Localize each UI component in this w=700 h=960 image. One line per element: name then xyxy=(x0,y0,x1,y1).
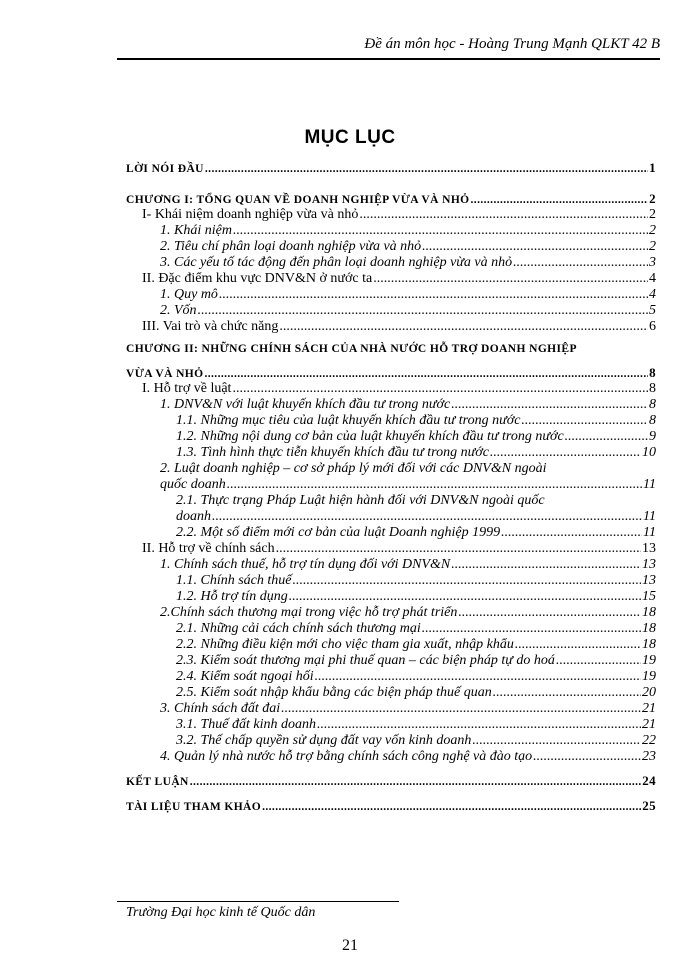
toc-entry[interactable]: 1.1. Chính sách thuế ..... 13 xyxy=(126,573,656,589)
toc-entry[interactable]: 3. Các yếu tố tác động đến phân loại doanh nghiệp vừa và nhỏ ..... 3 xyxy=(126,255,656,271)
toc-entry[interactable]: 3.2. Thế chấp quyền sử dụng đất vay vốn kinh doanh ..... 22 xyxy=(126,733,656,749)
toc-entry-chuong-2-cont[interactable]: VỪA VÀ NHỎ ..... 8 xyxy=(126,365,656,382)
toc-entry[interactable]: quốc doanh ..... 11 xyxy=(126,477,656,493)
toc-entry[interactable]: 2.2. Một số điểm mới cơ bản của luật Doanh nghiệp 1999 ..... 11 xyxy=(126,525,656,541)
toc-entry[interactable]: 2. Vốn ..... 5 xyxy=(126,303,656,319)
page-number: 21 xyxy=(342,937,358,954)
toc-entry[interactable]: 1. Quy mô ..... 4 xyxy=(126,287,656,303)
toc-entry[interactable]: 2.3. Kiểm soát thương mại phi thuế quan – các biện pháp tự do hoá ..... 19 xyxy=(126,653,656,669)
toc-entry[interactable]: 2. Tiêu chí phân loại doanh nghiệp vừa và nhỏ ..... 2 xyxy=(126,239,656,255)
toc-entry[interactable]: 1. DNV&N với luật khuyến khích đầu tư trong nước ..... 8 xyxy=(126,397,656,413)
page-header: Đề án môn học - Hoàng Trung Mạnh QLKT 42 B xyxy=(117,36,660,60)
toc-entry[interactable]: 2.2. Những điều kiện mới cho việc tham gia xuất, nhập khẩu ..... 18 xyxy=(126,637,656,653)
toc-entry[interactable]: 1.1. Những mục tiêu của luật khuyến khích đầu tư trong nước ..... 8 xyxy=(126,413,656,429)
toc-entry[interactable]: 2.1. Những cải cách chính sách thương mại ..... 18 xyxy=(126,621,656,637)
toc-entry[interactable]: I- Khái niệm doanh nghiệp vừa và nhỏ ..... 2 xyxy=(126,207,656,223)
toc-entry[interactable]: 1.2. Những nội dung cơ bản của luật khuyến khích đầu tư trong nước ..... 9 xyxy=(126,429,656,445)
toc-entry[interactable]: 2.5. Kiểm soát nhập khẩu bằng các biện pháp thuế quan ..... 20 xyxy=(126,685,656,701)
toc-entry-chuong-1[interactable]: CHƯƠNG I: TỔNG QUAN VỀ DOANH NGHIỆP VỪA VÀ NHỎ ..... 2 xyxy=(126,191,656,208)
page-footer: Trường Đại học kinh tế Quốc dân xyxy=(126,905,316,920)
toc-entry[interactable]: 4. Quản lý nhà nước hỗ trợ bằng chính sách công nghệ và đào tạo ..... 23 xyxy=(126,749,656,765)
toc-entry[interactable]: 1.2. Hỗ trợ tín dụng ..... 15 xyxy=(126,589,656,605)
toc-entry[interactable]: 2.4. Kiểm soát ngoại hối ..... 19 xyxy=(126,669,656,685)
footer-divider xyxy=(117,901,399,902)
toc-entry[interactable]: II. Đặc điểm khu vực DNV&N ở nước ta ..... 4 xyxy=(126,271,656,287)
toc-entry[interactable]: 2.Chính sách thương mại trong việc hỗ trợ phát triển ..... 18 xyxy=(126,605,656,621)
toc-entry[interactable]: 2.1. Thực trạng Pháp Luật hiện hành đối với DNV&N ngoài quốc xyxy=(176,493,545,508)
toc-entry[interactable]: I. Hỗ trợ về luật ..... 8 xyxy=(126,381,656,397)
toc-entry[interactable]: 1.3. Tình hình thực tiễn khuyến khích đầu tư trong nước ..... 10 xyxy=(126,445,656,461)
toc-entry[interactable]: 2. Luật doanh nghiệp – cơ sở pháp lý mới đối với các DNV&N ngoài xyxy=(160,461,547,476)
toc-entry[interactable]: 1. Khái niệm ..... 2 xyxy=(126,223,656,239)
toc-entry[interactable]: doanh ..... 11 xyxy=(126,509,656,525)
toc-title: MỤC LỤC xyxy=(304,127,396,148)
toc-entry[interactable]: 3.1. Thuế đất kinh doanh ..... 21 xyxy=(126,717,656,733)
toc-entry-ket-luan[interactable]: KẾT LUẬN ..... 24 xyxy=(126,773,656,790)
toc-entry[interactable]: 1. Chính sách thuế, hỗ trợ tín dụng đối với DNV&N ..... 13 xyxy=(126,557,656,573)
toc-entry-chuong-2[interactable]: CHƯƠNG II: NHỮNG CHÍNH SÁCH CỦA NHÀ NƯỚC HỖ TRỢ DOANH NGHIỆP xyxy=(126,343,577,355)
toc-entry-tai-lieu[interactable]: TÀI LIỆU THAM KHẢO ..... 25 xyxy=(126,798,656,815)
toc-entry[interactable]: 3. Chính sách đất đai ..... 21 xyxy=(126,701,656,717)
toc-entry[interactable]: III. Vai trò và chức năng ..... 6 xyxy=(126,319,656,335)
toc-entry[interactable]: II. Hỗ trợ về chính sách ..... 13 xyxy=(126,541,656,557)
toc-entry-loi-noi-dau[interactable]: LỜI NÓI ĐẦU ..... 1 xyxy=(126,160,656,177)
